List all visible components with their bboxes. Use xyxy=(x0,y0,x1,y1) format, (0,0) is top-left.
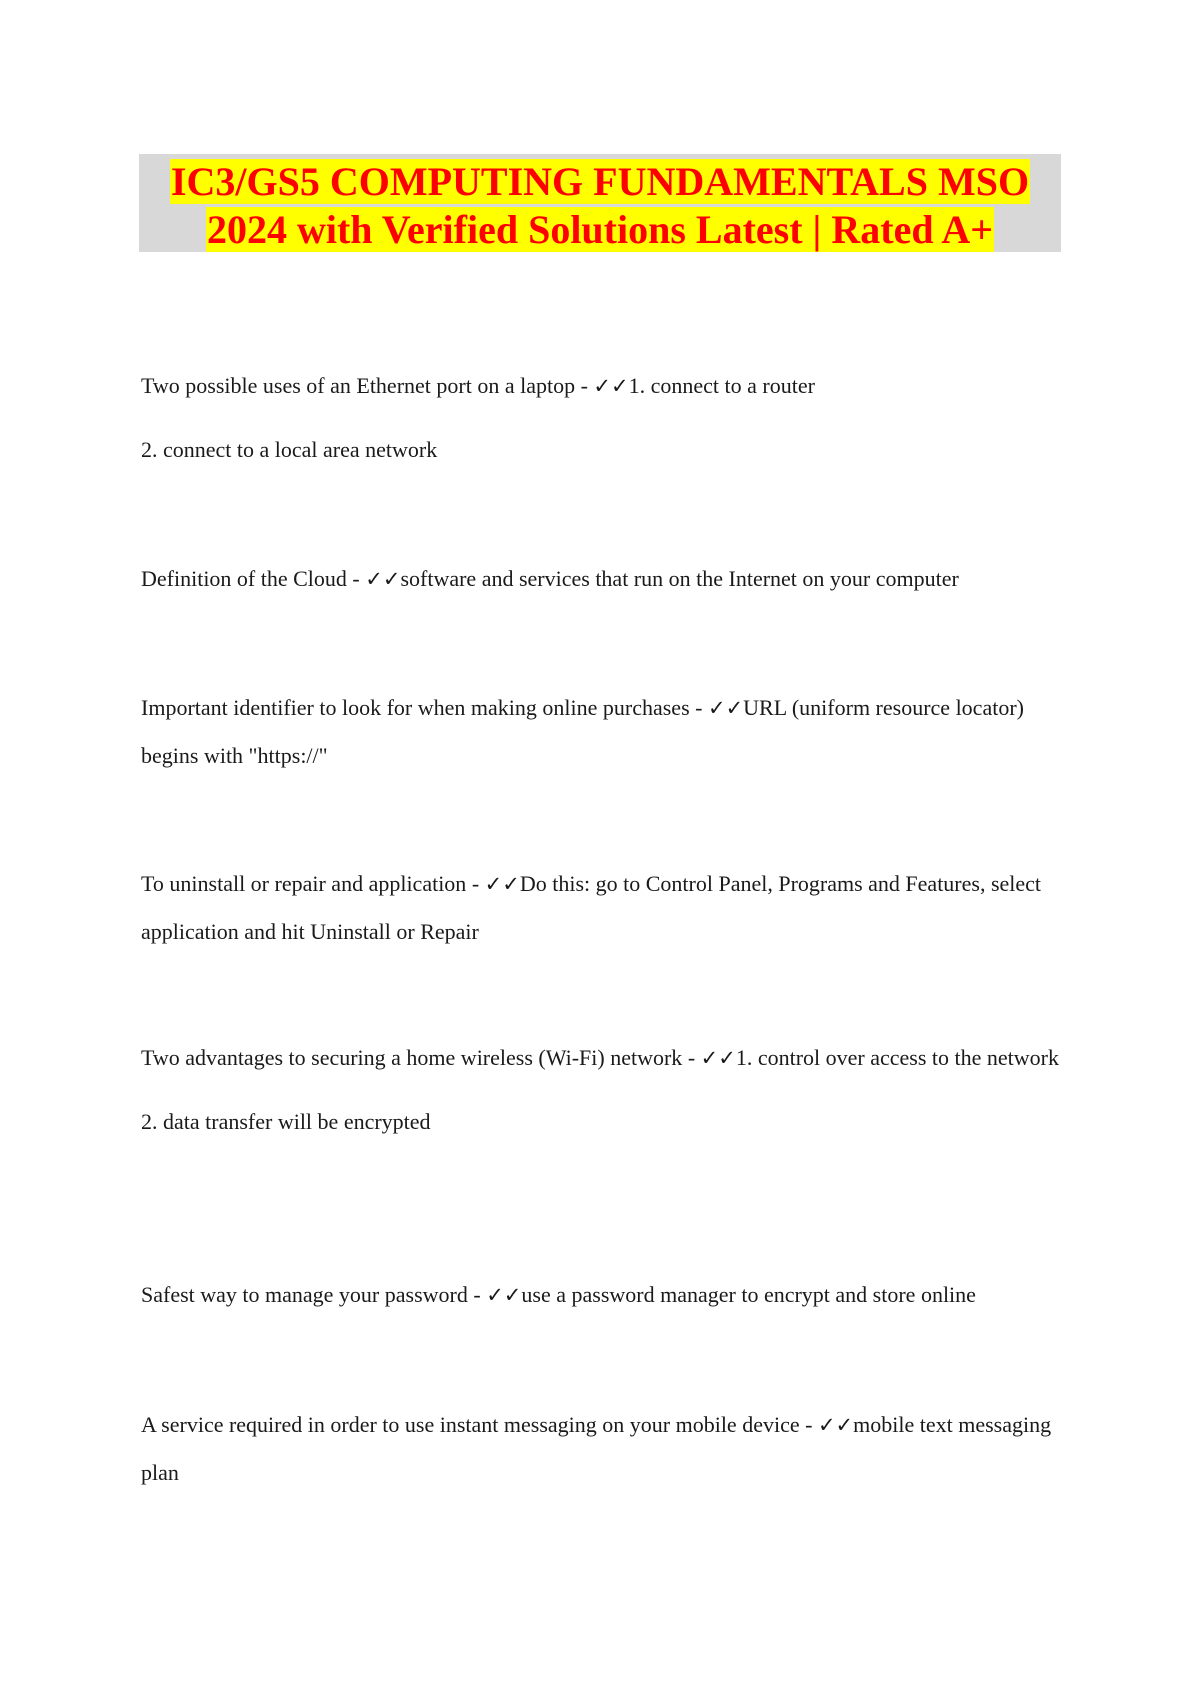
answer-text: 1. control over access to the network xyxy=(735,1045,1060,1070)
answer-text: mobile text messaging plan xyxy=(141,1412,1052,1485)
check-mark-icon: ✓✓ xyxy=(484,872,520,896)
title-banner xyxy=(139,154,1061,252)
title-line-1: IC3/GS5 COMPUTING FUNDAMENTALS MSO xyxy=(170,159,1030,204)
answer-text: Do this: go to Control Panel, Programs and Features, select application and hit Uninstall or Repair xyxy=(141,871,1042,944)
check-mark-icon: ✓✓ xyxy=(817,1413,854,1437)
qa-item-5 xyxy=(141,1034,1061,1145)
question-text: A service required in order to use instant messaging on your mobile device xyxy=(141,1412,800,1437)
qa-item-3 xyxy=(141,684,1061,779)
answer-text: use a password manager to encrypt and store online xyxy=(521,1282,976,1307)
check-mark-icon: ✓✓ xyxy=(700,1046,736,1070)
question-text: Important identifier to look for when making online purchases xyxy=(141,695,690,720)
answer-text: software and services that run on the Internet on your computer xyxy=(400,566,959,591)
qa-line: Two possible uses of an Ethernet port on a laptop - ✓✓1. connect to a router xyxy=(141,373,815,398)
check-mark-icon: ✓✓ xyxy=(486,1283,522,1307)
check-mark-icon: ✓✓ xyxy=(365,567,401,591)
check-mark-icon: ✓✓ xyxy=(707,696,744,720)
answer-text: URL (uniform resource locator) begins with "https://" xyxy=(141,695,1024,768)
answer-extra-text: 2. data transfer will be encrypted xyxy=(141,1109,431,1134)
qa-item-1 xyxy=(141,362,1061,473)
question-text: Safest way to manage your password xyxy=(141,1282,468,1307)
qa-line: A service required in order to use instant messaging on your mobile device - ✓✓mobile text messaging plan xyxy=(141,1412,1052,1485)
answer-text: 1. connect to a router xyxy=(628,373,815,398)
question-text: Two advantages to securing a home wireless (Wi-Fi) network xyxy=(141,1045,683,1070)
qa-item-2 xyxy=(141,555,1061,603)
qa-line: Two advantages to securing a home wireless (Wi-Fi) network - ✓✓1. control over access to the network xyxy=(141,1045,1060,1070)
question-text: Definition of the Cloud xyxy=(141,566,347,591)
title-line-2: 2024 with Verified Solutions Latest | Rated A+ xyxy=(206,207,994,252)
qa-line: Safest way to manage your password - ✓✓use a password manager to encrypt and store online xyxy=(141,1282,976,1307)
qa-item-4 xyxy=(141,860,1061,955)
qa-line: Important identifier to look for when making online purchases - ✓✓URL (uniform resource locator) begins with "https://" xyxy=(141,695,1024,768)
qa-item-7 xyxy=(141,1401,1061,1496)
check-mark-icon: ✓✓ xyxy=(593,374,629,398)
qa-line: Definition of the Cloud - ✓✓software and services that run on the Internet on your computer xyxy=(141,566,959,591)
answer-extra-text: 2. connect to a local area network xyxy=(141,437,438,462)
question-text: Two possible uses of an Ethernet port on a laptop xyxy=(141,373,576,398)
qa-item-6 xyxy=(141,1271,1061,1319)
qa-line: To uninstall or repair and application - ✓✓Do this: go to Control Panel, Programs and Features, select application and hit Uninstall or Repair xyxy=(141,871,1042,944)
question-text: To uninstall or repair and application xyxy=(141,871,467,896)
